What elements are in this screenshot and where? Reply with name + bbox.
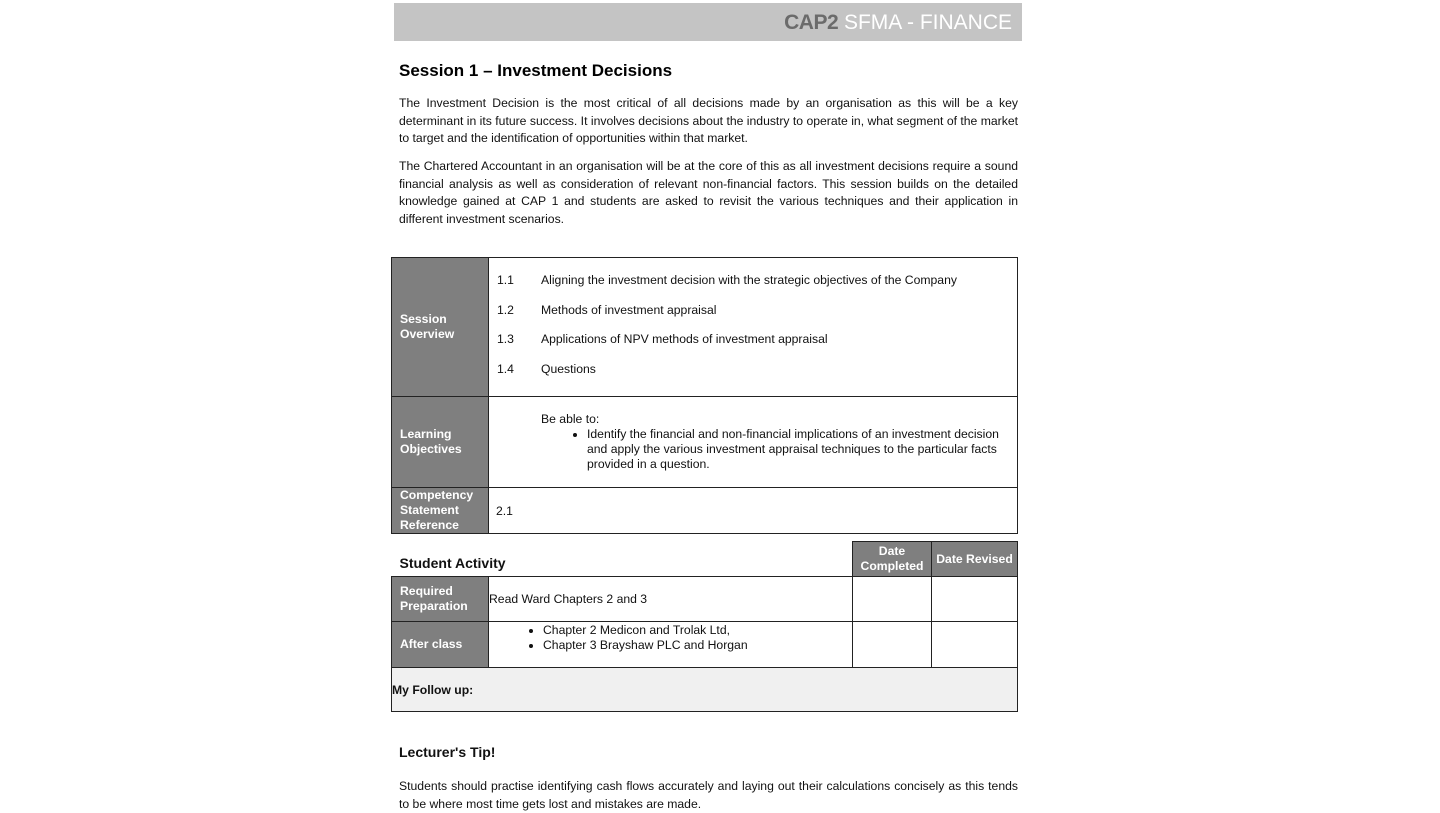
- date-revised-header: Date Revised: [932, 542, 1018, 577]
- competency-value: 2.1: [489, 488, 1018, 534]
- lecturer-tip-text: Students should practise identifying cash flows accurately and laying out their calculations concisely as this tends to be where most time gets lost and mistakes are made.: [399, 779, 1018, 811]
- after-class-content: [489, 622, 853, 668]
- session-overview-row: [392, 258, 1018, 397]
- learning-objective-item: • Identify the financial and non-financial implications of an investment decision and apply the various investment appraisal techniques to the particular facts provided in a question.: [587, 427, 1009, 472]
- overview-item: [497, 298, 1017, 328]
- activity-header-row: [392, 542, 1018, 577]
- session-overview-label: Session Overview: [392, 258, 489, 397]
- required-preparation-label: Required Preparation: [392, 577, 489, 622]
- competency-label: Competency Statement Reference: [392, 488, 489, 534]
- learning-objectives-content: [489, 397, 1018, 488]
- overview-item-text: Methods of investment appraisal: [541, 302, 717, 317]
- required-date-revised-cell[interactable]: [932, 577, 1018, 622]
- overview-item-number: 1.1: [497, 273, 514, 287]
- intro-paragraph-1: The Investment Decision is the most critical of all decisions made by an organisation as this will be a key determinant in its future success. It involves decisions about the industry to operate in, what segment of the market to target and the identification of opportunities within that market.: [399, 96, 1018, 145]
- required-date-completed-cell[interactable]: [853, 577, 932, 622]
- required-preparation-text: Read Ward Chapters 2 and 3: [489, 577, 853, 622]
- course-code: CAP2: [784, 11, 839, 34]
- required-preparation-row: [392, 577, 1018, 622]
- activity-title-cell: [392, 542, 853, 577]
- session-title: Session 1 – Investment Decisions: [399, 61, 673, 80]
- learning-objectives-list: [541, 427, 1009, 472]
- overview-item-number: 1.4: [497, 361, 514, 376]
- overview-item-number: 1.2: [497, 302, 514, 317]
- after-class-label: After class: [392, 622, 489, 668]
- date-completed-header: Date Completed: [853, 542, 932, 577]
- learning-objectives-label: Learning Objectives: [392, 397, 489, 488]
- overview-item-text: Applications of NPV methods of investment appraisal: [541, 332, 828, 346]
- activity-title: Student Activity: [399, 554, 506, 571]
- after-class-list: [489, 623, 852, 653]
- after-date-completed-cell[interactable]: [853, 622, 932, 668]
- student-activity-table: [391, 541, 1018, 712]
- follow-up-row: [392, 668, 1018, 712]
- after-date-revised-cell[interactable]: [932, 622, 1018, 668]
- session-overview-table: [391, 257, 1018, 534]
- intro-paragraph-2: The Chartered Accountant in an organisation will be at the core of this as all investment decisions require a sound financial analysis as well as consideration of relevant non-financial factors. This session builds on the detailed knowledge gained at CAP 1 and students are asked to revisit the various techniques and their application in different investment scenarios.: [399, 159, 1018, 226]
- lecturer-tip-title: Lecturer's Tip!: [399, 744, 496, 760]
- learning-objectives-intro: Be able to:: [541, 412, 600, 426]
- session-overview-list: [489, 258, 1017, 396]
- overview-item: [497, 327, 1017, 357]
- after-class-item: • Chapter 3 Brayshaw PLC and Horgan: [543, 638, 852, 653]
- document-header-bar: [394, 3, 1022, 41]
- overview-item: [497, 357, 1017, 387]
- overview-item-text: Aligning the investment decision with the strategic objectives of the Company: [541, 273, 957, 287]
- session-overview-content: [489, 258, 1018, 397]
- after-class-row: [392, 622, 1018, 668]
- overview-item-text: Questions: [541, 361, 596, 376]
- competency-row: [392, 488, 1018, 534]
- after-class-item: • Chapter 2 Medicon and Trolak Ltd,: [543, 623, 852, 638]
- overview-item-number: 1.3: [497, 332, 514, 346]
- follow-up-cell[interactable]: My Follow up:: [392, 668, 1018, 712]
- course-title: SFMA - FINANCE: [838, 11, 1012, 34]
- learning-objectives-row: [392, 397, 1018, 488]
- overview-item: [497, 268, 1017, 298]
